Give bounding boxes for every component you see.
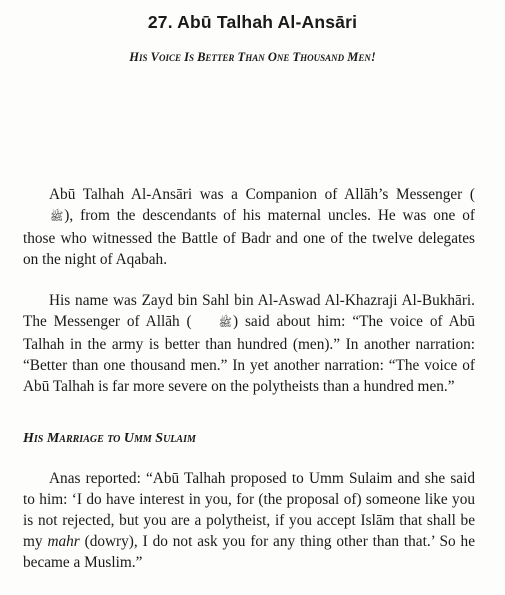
chapter-title: 27. Abū Talhah Al-Ansāri (147, 12, 358, 32)
honorific-symbol: ﷺ (50, 211, 64, 223)
paragraph-text: Abū Talhah Al-Ansāri was a Companion of Allāh’s Messenger ( (49, 186, 475, 203)
paragraph-name-and-voice (23, 290, 475, 397)
paragraph-text: (dowry), I do not ask you for any thing other than that.’ So he became a Muslim.” (23, 533, 475, 571)
paragraph-text: ) said about him: “The voice of Abū Talhah in the army is better than hundred (men).” In another narration: “Better than one thousand men.” In yet another narration: “The voice of Abū Talhah is far more severe on the polytheists than a hundred men.” (23, 313, 475, 395)
section-heading: His Marriage to Umm Sulaim (23, 431, 196, 446)
paragraph-text: ), from the descendants of his maternal uncles. He was one of those who witnessed the Battle of Badr and one of the twelve delegates on the night of Aqabah. (23, 207, 475, 268)
paragraph-marriage (23, 468, 475, 573)
italic-term-mahr: mahr (47, 533, 80, 550)
paragraph-text: Anas reported: “Abū Talhah proposed to Umm Sulaim and she said to him: ‘I do have interest in you, for (the proposal of) someone like you is not rejected, but you are a polytheist, if you accept Islām that shall be my (23, 470, 475, 550)
honorific-symbol: ﷺ (218, 317, 232, 329)
chapter-subtitle: His Voice Is Better Than One Thousand Men! (129, 50, 376, 64)
paragraph-text: His name was Zayd bin Sahl bin Al-Aswad Al-Khazraji Al-Bukhāri. The Messenger of Allāh ( (23, 292, 475, 330)
paragraph-introduction (23, 184, 475, 270)
